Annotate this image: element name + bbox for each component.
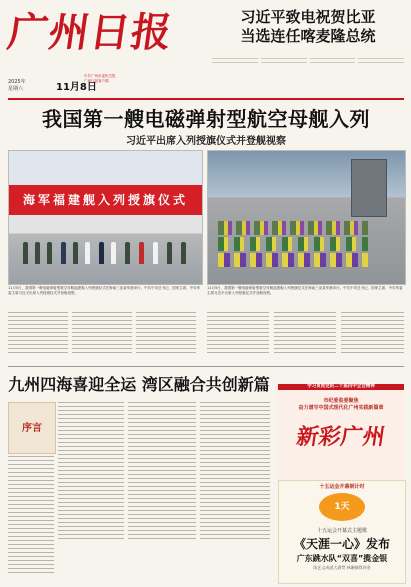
promo2-top-label: 十五运会开幕倒计时	[319, 484, 365, 490]
publisher-info	[84, 74, 202, 98]
promo2-small: 十五运会开幕式主题歌	[316, 528, 367, 534]
promo2-title: 《天涯一心》发布	[293, 537, 390, 551]
right-caption: 11月5日，我国第一艘电磁弹射型航空母舰福建舰入列授旗仪式在海南三亚某军港举行。中共中央总书记、国家主席、中央军委主席习近平出席入列授旗仪式并登舰视察。	[207, 286, 403, 295]
column-label-box	[8, 402, 56, 454]
lead-body-col6	[341, 312, 404, 366]
masthead	[4, 4, 203, 62]
date-block	[8, 78, 54, 94]
masthead-rule	[8, 98, 404, 100]
website[interactable]: 广州日报客户端	[84, 79, 109, 83]
lead-body-col3	[136, 312, 196, 366]
lower-body-col3	[200, 402, 270, 582]
weekday: 星期六	[8, 86, 24, 92]
top-story-body	[212, 58, 404, 96]
countdown-day: 1天	[319, 493, 365, 521]
lower-body-col2	[128, 402, 196, 582]
masthead-title: 广州日报	[4, 9, 176, 56]
top-headline-line2: 当选连任喀麦隆总统	[240, 27, 376, 45]
lead-body-col1	[8, 312, 68, 366]
promo1-sub-line2: 奋力谱写中国式现代化广州实践新篇章	[298, 405, 384, 411]
year-line: 2025年	[8, 79, 26, 85]
promo1-sub-line1: 市纪委监委聚焦	[323, 398, 359, 404]
promo-new-guangzhou[interactable]	[278, 384, 404, 482]
column-label: 序言	[22, 423, 42, 434]
promo-games-countdown[interactable]	[278, 480, 406, 584]
carrier-island	[351, 159, 387, 217]
secondary-headline[interactable]: 九州四海喜迎全运 湾区融合共创新篇	[8, 375, 270, 394]
lower-body-col1	[58, 402, 124, 582]
promo1-sub	[282, 398, 400, 412]
lead-body-col5	[274, 312, 336, 366]
top-headline[interactable]	[212, 8, 404, 46]
top-headline-line1: 习近平致电祝贺比亚	[240, 8, 376, 26]
lower-body-col0	[8, 456, 54, 582]
lead-body-col2	[72, 312, 132, 366]
ceremony-banner: 海军福建舰入列授旗仪式	[9, 185, 202, 215]
left-caption: 11月5日，我国第一艘电磁弹射型航空母舰福建舰入列授旗仪式在海南三亚某军港举行。中共中央总书记、国家主席、中央军委主席习近平出席入列授旗仪式并登舰视察。	[8, 286, 201, 295]
publisher: 中共广州市委机关报	[84, 74, 116, 78]
promo1-top-label: 学习贯彻党的二十届四中全会精神	[278, 384, 404, 390]
section-divider	[8, 366, 404, 367]
promo2-subline: 陈艺文成就大满贯 林珊摘得四金	[313, 565, 371, 570]
promo2-headline[interactable]: 广东跳水队“双喜”揽金银	[296, 554, 388, 563]
lead-headline[interactable]: 我国第一艘电磁弹射型航空母舰入列	[42, 107, 370, 131]
lead-subheadline: 习近平出席入列授旗仪式并登舰视察	[126, 136, 286, 147]
promo1-big-title: 新彩广州	[294, 424, 387, 450]
lead-body-col4	[207, 312, 269, 366]
ceremony-photo[interactable]	[8, 150, 203, 285]
issue-date: 11月8日	[56, 82, 97, 93]
carrier-photo[interactable]	[207, 150, 406, 285]
